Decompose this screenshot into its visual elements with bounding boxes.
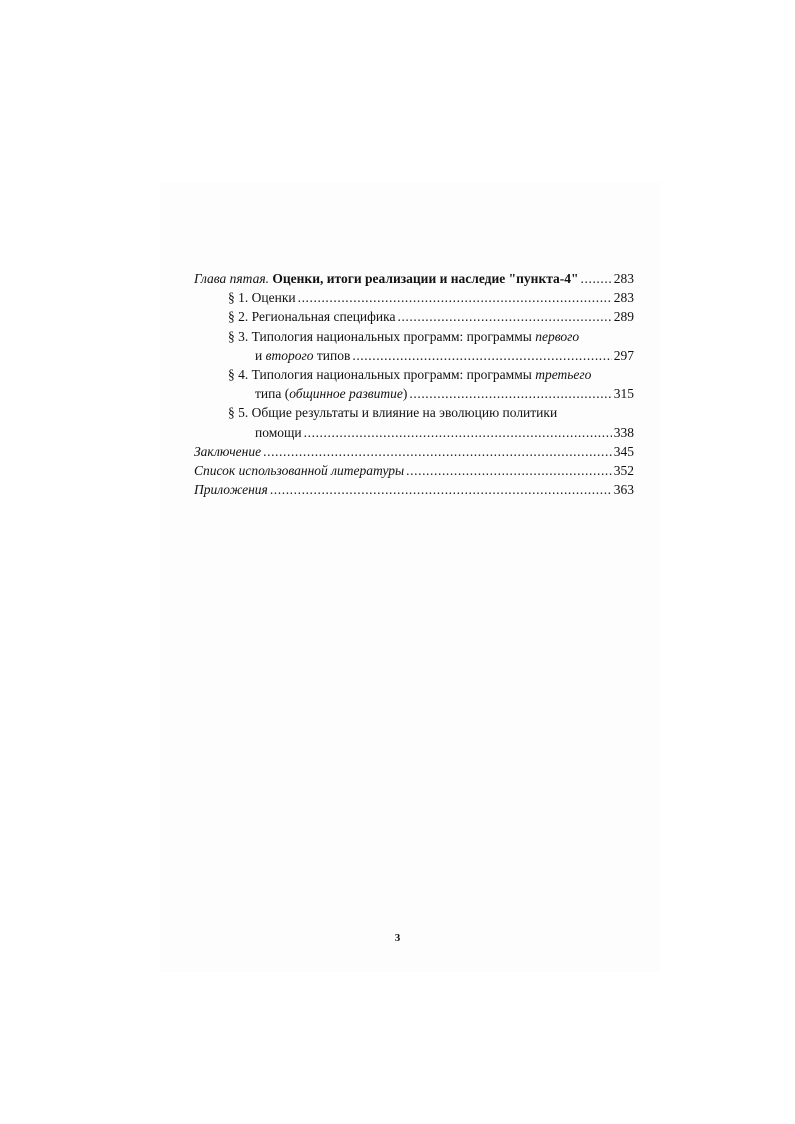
toc-entry-section-3-line-1 (194, 327, 634, 346)
dot-leader (270, 480, 612, 499)
toc-entry-text: и (255, 347, 266, 363)
page-ref: 352 (613, 462, 634, 478)
page-ref: 345 (613, 443, 634, 459)
toc-entry-appendices (194, 480, 634, 499)
dot-leader (352, 346, 611, 365)
page-ref: 289 (613, 309, 634, 325)
toc-entry-text: типа ( (255, 386, 290, 402)
dot-leader (406, 461, 612, 480)
toc-entry-title: Заключение (194, 443, 262, 459)
toc-entry-title-continued (255, 384, 407, 403)
dot-leader (397, 307, 611, 326)
chapter-title: Оценки, итоги реализации и наследие "пункта-4" (272, 271, 579, 286)
toc-entry-title: § 1. Оценки (228, 290, 296, 306)
toc-entry-text: типов (313, 347, 351, 363)
dot-leader (581, 269, 612, 288)
toc-entry-title: Приложения (194, 482, 268, 498)
page-ref: 283 (613, 290, 634, 306)
toc-entry-bibliography (194, 461, 634, 480)
table-of-contents (194, 269, 634, 499)
page-ref: 363 (613, 482, 634, 498)
dot-leader (298, 288, 612, 307)
toc-entry-section-2 (194, 307, 634, 326)
page-ref: 297 (613, 347, 634, 363)
toc-entry-title: § 4. Типология национальных программ: программы (228, 366, 536, 382)
toc-entry-emphasis: первого (535, 328, 580, 344)
toc-entry-chapter-5 (194, 269, 634, 288)
page-ref: 315 (613, 386, 634, 402)
dot-leader (263, 442, 612, 461)
toc-entry-title: § 2. Региональная специфика (228, 309, 396, 325)
toc-entry-title-continued: помощи (255, 424, 302, 440)
toc-entry-section-5-line-1 (194, 403, 634, 422)
toc-entry-conclusion (194, 442, 634, 461)
chapter-prefix: Глава пятая. (194, 271, 269, 286)
toc-entry-text: ) (402, 386, 408, 402)
toc-entry-section-5-line-2 (194, 423, 634, 442)
toc-entry-emphasis: второго (265, 347, 314, 363)
toc-entry-title (194, 269, 579, 288)
toc-entry-section-4-line-2 (194, 384, 634, 403)
page-number: 3 (394, 932, 401, 944)
toc-entry-section-3-line-2 (194, 346, 634, 365)
toc-entry-section-4-line-1 (194, 365, 634, 384)
toc-entry-emphasis: общинное развитие (289, 386, 403, 402)
toc-entry-title: § 3. Типология национальных программ: программы (228, 328, 536, 344)
toc-entry-emphasis: третьего (535, 366, 592, 382)
dot-leader (304, 423, 612, 442)
toc-entry-title: § 5. Общие результаты и влияние на эволюцию политики (228, 405, 558, 421)
dot-leader (409, 384, 611, 403)
toc-entry-section-1 (194, 288, 634, 307)
page-ref: 338 (613, 424, 634, 440)
toc-entry-title-continued (255, 346, 350, 365)
page-ref: 283 (613, 271, 634, 286)
toc-entry-title: Список использованной литературы (194, 462, 405, 478)
